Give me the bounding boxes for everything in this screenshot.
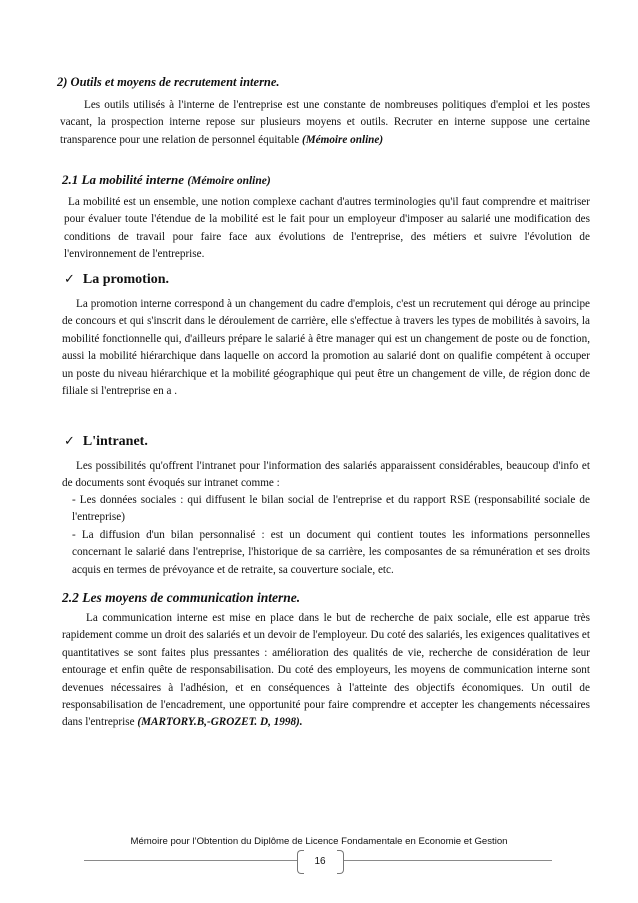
section-2-text: Les outils utilisés à l'interne de l'entreprise est une constante de nombreuses politiques d'emploi et les postes vacant, la prospection interne repose sur plusieurs moyens et outils. Recruter en interne suppose une certaine transparence pour une relation de personnel équitable: [60, 99, 590, 146]
promotion-heading: [64, 272, 169, 288]
intranet-text: Les possibilités qu'offrent l'intranet pour l'information des salariés apparaissent considérables, beaucoup d'info et de documents sont évoqués sur intranet comme :: [62, 460, 590, 490]
intranet-bullet-personal-report: [72, 527, 590, 579]
section-2-1-reference: (Mémoire online): [187, 175, 271, 187]
section-2-2-reference: (MARTORY.B,-GROZET. D, 1998).: [137, 716, 303, 729]
section-2-paragraph: [60, 97, 590, 149]
section-2-heading: 2) Outils et moyens de recrutement interne.: [57, 75, 280, 89]
bullet-text: - Les données sociales : qui diffusent le bilan social de l'entreprise et du rapport RSE (responsabilité sociale de l'entreprise): [72, 494, 590, 524]
promotion-text: La promotion interne correspond à un changement du cadre d'emplois, c'est un recrutement qui déroge au principe de concours et qui s'inscrit dans le déroulement de carrière, elle s'effectue à travers les types de mobilités à savoirs, la mobilité fonctionnelle qui, d'ailleurs prépare le salarié à être manager qui est un changement de poste ou de fonction, aussi la mobilité hiérarchique dans laquelle on accord la promotion au salarié dont on qualifie compétent à occuper un poste du niveau hiérarchique et la mobilité géographique qui peut être un changement de ville, de région donc de filiale si l'entreprise en a .: [62, 298, 590, 398]
section-2-2-paragraph: [62, 610, 590, 732]
bullet-text: - La diffusion d'un bilan personnalisé : est un document qui contient toutes les informations personnelles concernant le salarié dans l'entreprise, l'historique de sa carrière, les composantes de sa rémunération et ses droits acquis en termes de prévoyance et de retraite, sa couverture sociale, etc.: [72, 529, 590, 576]
section-2-1-paragraph: [64, 194, 590, 264]
check-mark-icon: ✓: [64, 434, 75, 449]
check-mark-icon: ✓: [64, 272, 75, 287]
promotion-title: La promotion.: [82, 272, 169, 287]
section-2-2-text: La communication interne est mise en place dans le but de recherche de paix sociale, elle est apparue très rapidement comme un droit des salariés et un devoir de l'employeur. Du coté des salariés, les exigences qualitatives et quantitatives se sont faites plus pressantes : amélioration des qualités de vie, recherche de considération de leur entourage et enfin quête de responsabilisation. Du coté des employeurs, les moyens de communication interne sont devenues nécessaires à l'adhésion, et en conséquences à l'atteinte des objectifs économiques. Un outil de responsabilisation de l'encadrement, une opportunité pour faire comprendre et accepter les changements nécessaires dans l'entreprise: [62, 612, 590, 729]
intranet-paragraph: [62, 458, 590, 493]
footer-divider-left: [84, 860, 297, 861]
section-2-1-heading: [62, 172, 271, 188]
intranet-heading: [64, 434, 148, 450]
page-number: 16: [314, 856, 326, 867]
promotion-paragraph: [62, 296, 590, 400]
section-2-1-text: La mobilité est un ensemble, une notion complexe cachant d'autres terminologies qu'il faut comprendre et maitriser pour évaluer toute l'étendue de la mobilité est le fait pour un employeur d'imposer au salarié une modification des conditions de travail pour faire face aux évolutions de l'entreprise, des métiers et suivre l'évolution de l'environnement de l'entreprise.: [64, 196, 590, 261]
footer-divider-right: [343, 860, 552, 861]
footer-text: Mémoire pour l’Obtention du Diplôme de Licence Fondamentale en Economie et Gestion: [130, 836, 508, 847]
intranet-title: L'intranet.: [82, 434, 148, 449]
section-2-reference: (Mémoire online): [301, 133, 384, 146]
intranet-bullet-social-data: [72, 492, 590, 527]
section-2-2-heading: 2.2 Les moyens de communication interne.: [62, 590, 301, 605]
section-2-1-title: 2.1 La mobilité interne: [62, 172, 185, 187]
